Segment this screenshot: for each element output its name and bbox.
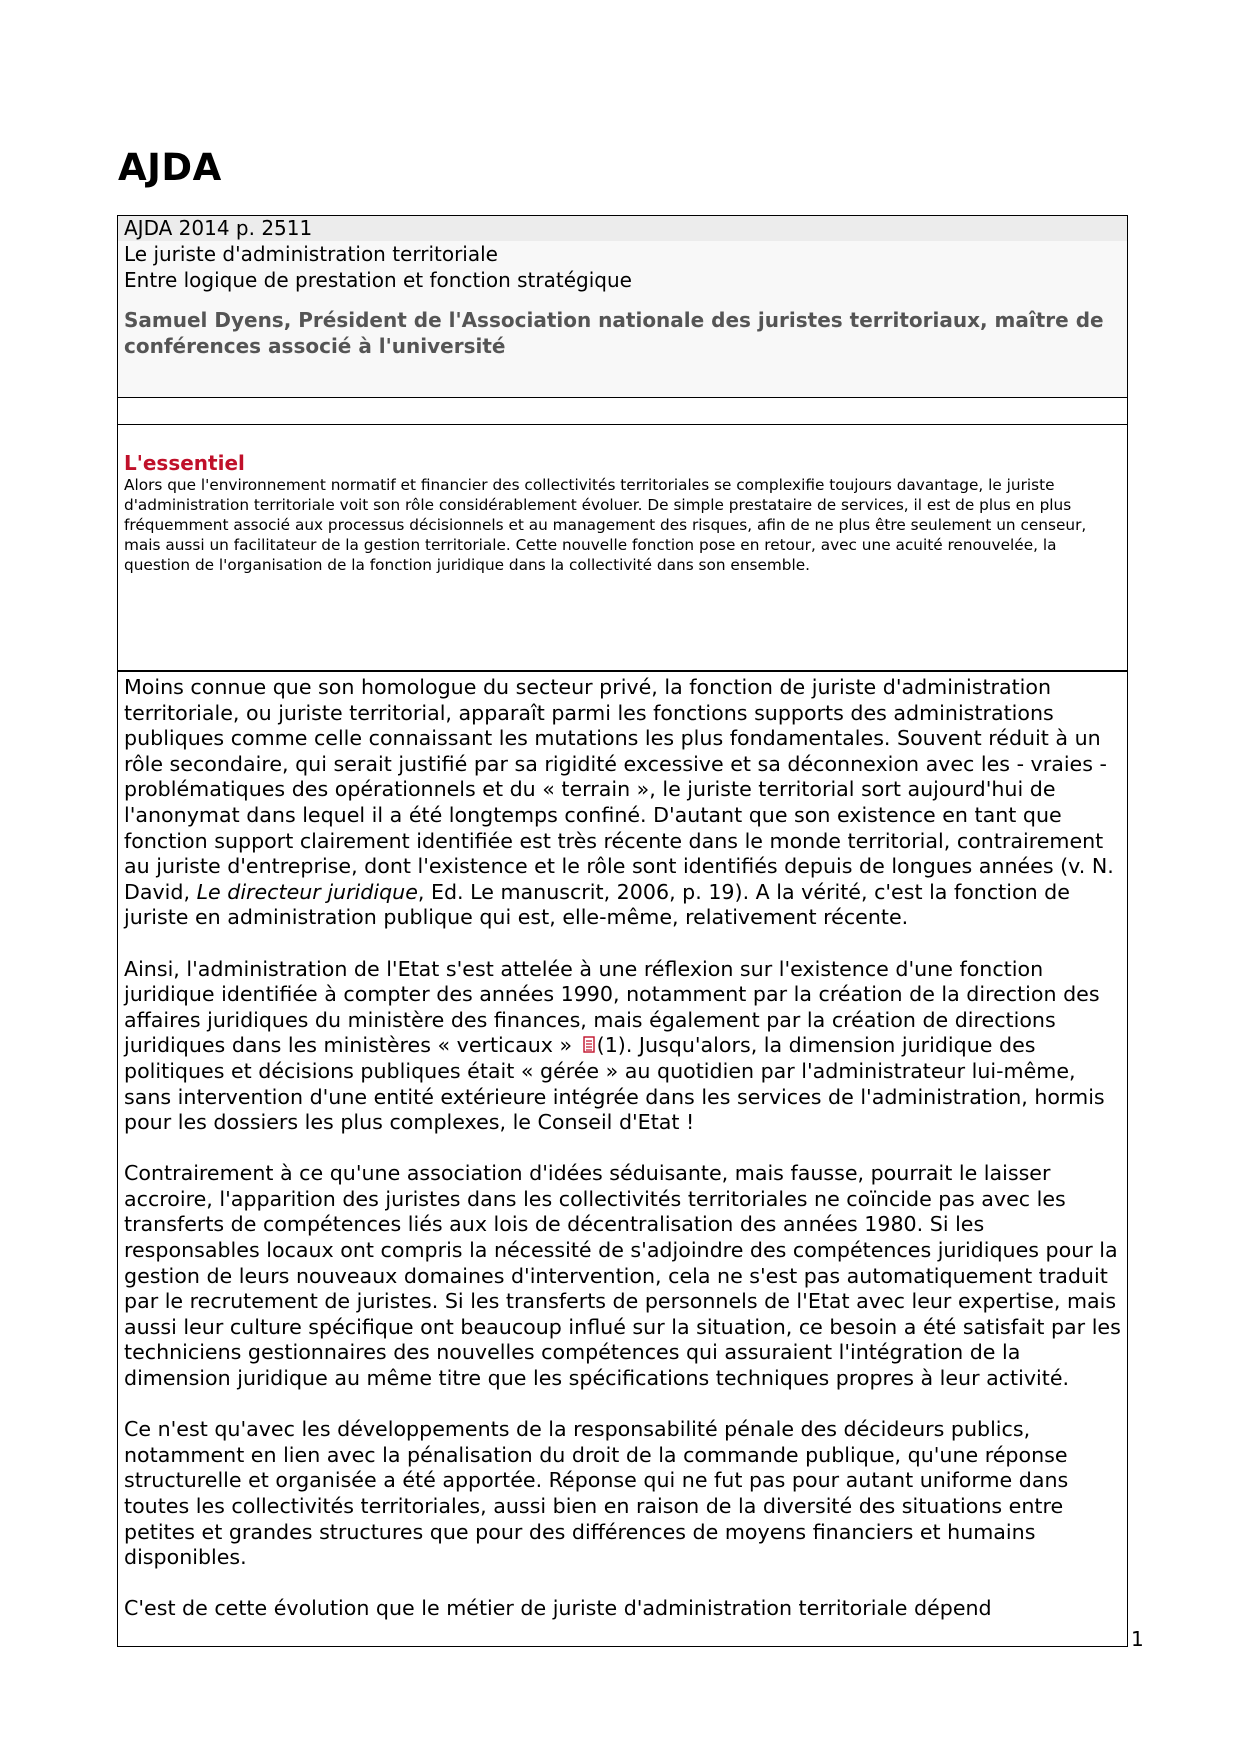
footnote-icon[interactable]	[583, 1034, 595, 1051]
footnote-link[interactable]: (1)	[596, 1033, 626, 1058]
body-paragraph-5: C'est de cette évolution que le métier de juriste d'administration territoriale dépend	[124, 1596, 992, 1621]
essentiel-heading: L'essentiel	[124, 451, 245, 475]
article-author: Samuel Dyens, Président de l'Association nationale des juristes territoriaux, maître de conférences associé à l'université	[124, 308, 1104, 358]
body-text: , Ed. Le manuscrit, 2006, p. 19). A la vérité, c'est la fonction de juriste en administration publique qui est, elle-même, relativement récente.	[124, 879, 1070, 930]
page-number: 1	[1131, 1627, 1144, 1651]
body-paragraph-4: Ce n'est qu'avec les développements de la responsabilité pénale des décideurs publics, notamment en lien avec la pénalisation du droit de la commande publique, qu'une réponse structurelle et organisée a été apportée. Réponse qui ne fut pas pour autant uniforme dans toutes les collectivités territoriales, aussi bien en raison de la diversité des situations entre petites et grandes structures que pour des différences de moyens financiers et humains disponibles.	[124, 1417, 1069, 1570]
article-subtitle: Entre logique de prestation et fonction stratégique	[124, 268, 632, 292]
body-paragraph-2	[124, 957, 1121, 1136]
article-body	[117, 671, 1128, 1647]
article-title: Le juriste d'administration territoriale	[124, 242, 498, 266]
reference-row: AJDA 2014 p. 2511	[117, 215, 1128, 242]
cited-work-title: Le directeur juridique	[196, 879, 418, 904]
article-header	[117, 241, 1128, 398]
body-text: Moins connue que son homologue du secteur privé, la fonction de juriste d'administration territoriale, ou juriste territorial, apparaît parmi les fonctions supports des administrations publiques comme celle connaissant les mutations les plus fondamentales. Souvent réduit à un rôle secondaire, qui serait justifié par sa rigidité excessive et sa déconnexion avec les - vraies - problématiques des opérationnels et du « terrain », le juriste territorial sort aujourd'hui de l'anonymat dans lequel il a été longtemps confiné. D'autant que son existence en tant que fonction support clairement identifiée est très récente dans le monde territorial, contrairement au juriste d'entreprise, dont l'existence et le rôle sont identifiés depuis de longues années (v. N. David,	[124, 675, 1114, 904]
essentiel-section	[117, 424, 1128, 671]
body-text: . Jusqu'alors, la dimension juridique des politiques et décisions publiques était « gérée » au quotidien par l'administrateur lui-même, sans intervention d'une entité extérieure intégrée dans les services de l'administration, hormis pour les dossiers les plus complexes, le Conseil d'Etat !	[124, 1033, 1105, 1135]
empty-row	[117, 397, 1128, 425]
body-text: Ainsi, l'administration de l'Etat s'est attelée à une réflexion sur l'existence d'une fonction juridique identifiée à compter des années 1990, notamment par la création de la direction des affaires juridiques du ministère des finances, mais également par la création de directions juridiques dans les ministères « verticaux »	[124, 956, 1100, 1058]
body-paragraph-1	[124, 675, 1121, 931]
body-paragraph-3: Contrairement à ce qu'une association d'idées séduisante, mais fausse, pourrait le laisser accroire, l'apparition des juristes dans les collectivités territoriales ne coïncide pas avec les transferts de compétences liés aux lois de décentralisation des années 1980. Si les responsables locaux ont compris la nécessité de s'adjoindre des compétences juridiques pour la gestion de leurs nouveaux domaines d'intervention, cela ne s'est pas automatiquement traduit par le recrutement de juristes. Si les transferts de personnels de l'Etat avec leur expertise, mais aussi leur culture spécifique ont beaucoup influé sur la situation, ce besoin a été satisfait par les techniciens gestionnaires des nouvelles compétences qui assuraient l'intégration de la dimension juridique au même titre que les spécifications techniques propres à leur activité.	[124, 1161, 1121, 1391]
essentiel-text: Alors que l'environnement normatif et financier des collectivités territoriales se complexifie toujours davantage, le juriste d'administration territoriale voit son rôle considérablement évoluer. De simple prestataire de services, il est de plus en plus fréquemment associé aux processus décisionnels et au management des risques, afin de ne plus être seulement un censeur, mais aussi un facilitateur de la gestion territoriale. Cette nouvelle fonction pose en retour, avec une acuité renouvelée, la question de l'organisation de la fonction juridique dans la collectivité dans son ensemble.	[124, 476, 1087, 574]
journal-title: AJDA	[118, 146, 222, 189]
